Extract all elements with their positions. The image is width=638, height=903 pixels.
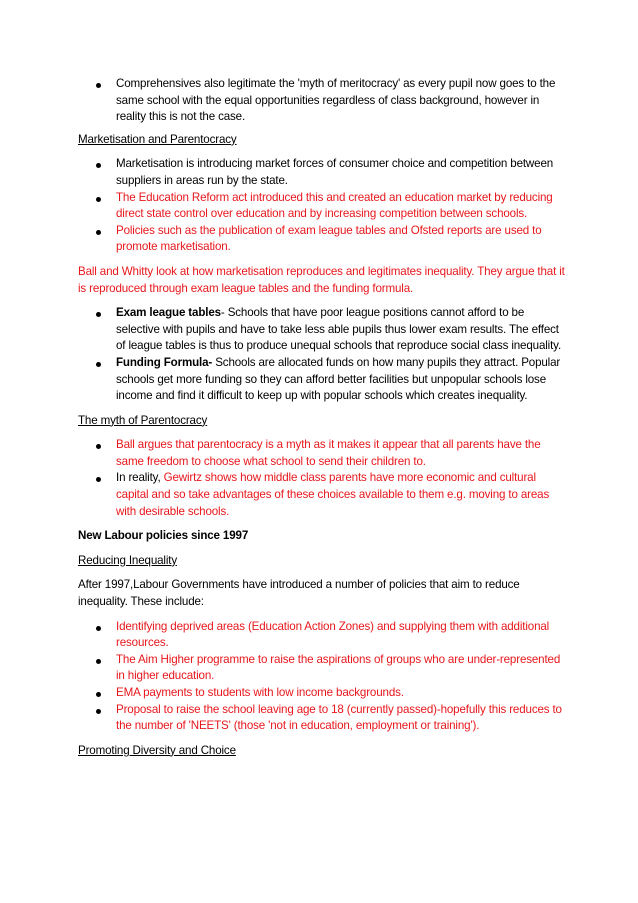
- list-item-text: Schools are allocated funds on how many pupils they attract. Popular schools get more funding so they can afford better facilities but unpopular schools lose income and find it difficult to keep up with popular schools which creates inequality.: [116, 355, 561, 403]
- list-item-text: Comprehensives also legitimate the 'myth of meritocracy' as every pupil now goes to the same school with the equal opportunities regardless of class background, however in reality this is not the case.: [116, 77, 556, 124]
- list-item: [116, 470, 568, 520]
- list-item: [116, 223, 568, 256]
- list-item: [116, 355, 568, 405]
- marketisation-bullet-list: [78, 156, 568, 256]
- list-item: [116, 619, 568, 652]
- list-item-text: The Education Reform act introduced this and created an education market by reducing direct state control over education and by increasing competition between schools.: [116, 190, 553, 221]
- bullet-icon: [96, 709, 101, 714]
- bullet-icon: [96, 626, 101, 631]
- bullet-icon: [96, 83, 101, 88]
- list-item-text: Gewirtz shows how middle class parents have more economic and cultural capital and so take advantages of these choices available to them e.g. moving to areas with desirable schools.: [116, 471, 550, 518]
- list-item: [116, 190, 568, 223]
- list-item-text: Marketisation is introducing market forces of consumer choice and competition between suppliers in areas run by the state.: [116, 157, 554, 187]
- list-item: [116, 305, 568, 355]
- list-item-text: Proposal to raise the school leaving age to 18 (currently passed)-hopefully this reduces to the number of 'NEETS' (those 'not in education, employment or training').: [116, 702, 562, 733]
- subheading-reducing-inequality: Reducing Inequality: [78, 553, 177, 567]
- bullet-icon: [96, 197, 101, 202]
- mechanism-bullet-list: [78, 305, 568, 405]
- bullet-icon: [96, 444, 101, 449]
- list-item-term: Funding Formula-: [116, 355, 213, 369]
- list-item: [116, 652, 568, 685]
- list-item-text: - Schools that have poor league positions cannot afford to be selective with pupils and have to take less able pupils thus lower exam results. The effect of league tables is thus to produce unequal schools that reproduce social class inequality.: [116, 306, 562, 353]
- list-item: [116, 437, 568, 470]
- list-item: [116, 685, 568, 702]
- ball-whitty-paragraph: Ball and Whitty look at how marketisation reproduces and legitimates inequality. They argue that it is reproduced through exam league tables and the funding formula.: [78, 264, 565, 295]
- list-item-text: Ball argues that parentocracy is a myth as it makes it appear that all parents have the same freedom to choose what school to send their children to.: [116, 438, 541, 468]
- bullet-icon: [96, 312, 101, 317]
- list-item: [116, 702, 568, 735]
- bullet-icon: [96, 230, 101, 235]
- list-item-text: EMA payments to students with low income backgrounds.: [116, 686, 404, 699]
- bullet-icon: [96, 659, 101, 664]
- list-item: [116, 156, 568, 189]
- list-item-text: Identifying deprived areas (Education Action Zones) and supplying them with additional resources.: [116, 619, 550, 650]
- myth-bullet-list: [78, 437, 568, 520]
- bullet-icon: [96, 692, 101, 697]
- section-heading-myth: The myth of Parentocracy: [78, 413, 208, 427]
- list-item-term: Exam league tables: [116, 306, 221, 320]
- section-heading-new-labour: New Labour policies since 1997: [78, 529, 249, 543]
- section-heading-marketisation: Marketisation and Parentocracy: [78, 132, 237, 146]
- intro-bullet-list: [78, 76, 568, 126]
- new-labour-bullet-list: [78, 619, 568, 735]
- list-item-text-lead: In reality,: [116, 471, 164, 485]
- new-labour-intro: After 1997,Labour Governments have introduced a number of policies that aim to reduce inequality. These include:: [78, 578, 520, 609]
- bullet-icon: [96, 477, 101, 482]
- list-item-text: Policies such as the publication of exam league tables and Ofsted reports are used to promote marketisation.: [116, 223, 542, 254]
- subheading-diversity-choice: Promoting Diversity and Choice: [78, 743, 236, 757]
- document-page: [78, 76, 568, 767]
- bullet-icon: [96, 163, 101, 168]
- bullet-icon: [96, 362, 101, 367]
- list-item-text: The Aim Higher programme to raise the aspirations of groups who are under-represented in higher education.: [116, 652, 561, 683]
- list-item: [116, 76, 568, 126]
